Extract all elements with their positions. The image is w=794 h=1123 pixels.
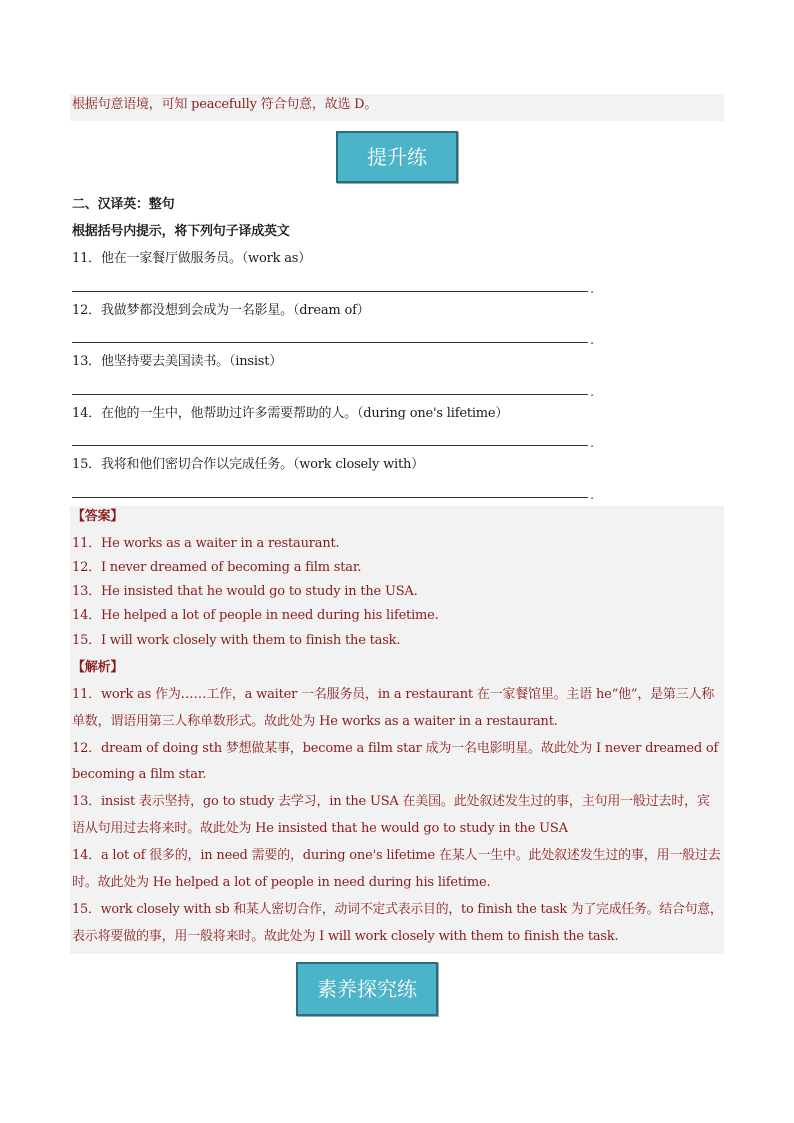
answer-15: 15．I will work closely with them to finish the task. bbox=[72, 633, 401, 648]
analysis-line: 15．work closely with sb 和某人密切合作，动词不定式表示目的，to finish the task 为了完成任务。结合句意， bbox=[72, 902, 723, 917]
section-title-tisheng: 提升练 bbox=[336, 131, 458, 183]
answer-blank-14[interactable] bbox=[72, 445, 588, 446]
analysis-label: 【解析】 bbox=[72, 660, 124, 675]
analysis-line: 表示将要做的事，用一般将来时。故此处为 I will work closely with them to finish the task. bbox=[72, 929, 619, 944]
part-heading: 二、汉译英：整句 bbox=[72, 197, 175, 212]
section-title-suyang: 素养探究练 bbox=[296, 962, 438, 1016]
answer-label: 【答案】 bbox=[72, 509, 124, 524]
analysis-line: 时。故此处为 He helped a lot of people in need during his lifetime. bbox=[72, 875, 491, 890]
answer-11: 11．He works as a waiter in a restaurant. bbox=[72, 536, 340, 551]
analysis-line: 12．dream of doing sth 梦想做某事，become a film star 成为一名电影明星。故此处为 I never dreamed of bbox=[72, 741, 719, 756]
question-15: 15．我将和他们密切合作以完成任务。（work closely with） bbox=[72, 457, 424, 472]
question-12: 12．我做梦都没想到会成为一名影星。（dream of） bbox=[72, 303, 370, 318]
question-11: 11．他在一家餐厅做服务员。（work as） bbox=[72, 251, 312, 266]
analysis-line: 语从句用过去将来时。故此处为 He insisted that he would go to study in the USA bbox=[72, 821, 568, 836]
answer-blank-15[interactable] bbox=[72, 497, 588, 498]
top-note: 根据句意语境，可知 peacefully 符合句意，故选 D。 bbox=[72, 97, 378, 112]
question-14: 14．在他的一生中，他帮助过许多需要帮助的人。（during one's lifetime） bbox=[72, 406, 509, 421]
analysis-line: 11．work as 作为……工作，a waiter 一名服务员，in a restaurant 在一家餐馆里。主语 he“他”，是第三人称 bbox=[72, 687, 715, 702]
answer-blank-13[interactable] bbox=[72, 394, 588, 395]
answer-14: 14．He helped a lot of people in need during his lifetime. bbox=[72, 608, 439, 623]
answer-blank-11[interactable] bbox=[72, 291, 588, 292]
answer-13: 13．He insisted that he would go to study in the USA. bbox=[72, 584, 418, 599]
answer-blank-12[interactable] bbox=[72, 342, 588, 343]
question-13: 13．他坚持要去美国读书。（insist） bbox=[72, 354, 283, 369]
analysis-line: 单数，谓语用第三人称单数形式。故此处为 He works as a waiter in a restaurant. bbox=[72, 714, 558, 729]
answer-12: 12．I never dreamed of becoming a film star. bbox=[72, 560, 362, 575]
analysis-line: 14．a lot of 很多的，in need 需要的，during one's lifetime 在某人一生中。此处叙述发生过的事，用一般过去 bbox=[72, 848, 721, 863]
instruction: 根据括号内提示，将下列句子译成英文 bbox=[72, 224, 290, 239]
analysis-line: 13．insist 表示坚持，go to study 去学习，in the USA 在美国。此处叙述发生过的事，主句用一般过去时，宾 bbox=[72, 794, 710, 809]
analysis-line: becoming a film star. bbox=[72, 767, 207, 782]
